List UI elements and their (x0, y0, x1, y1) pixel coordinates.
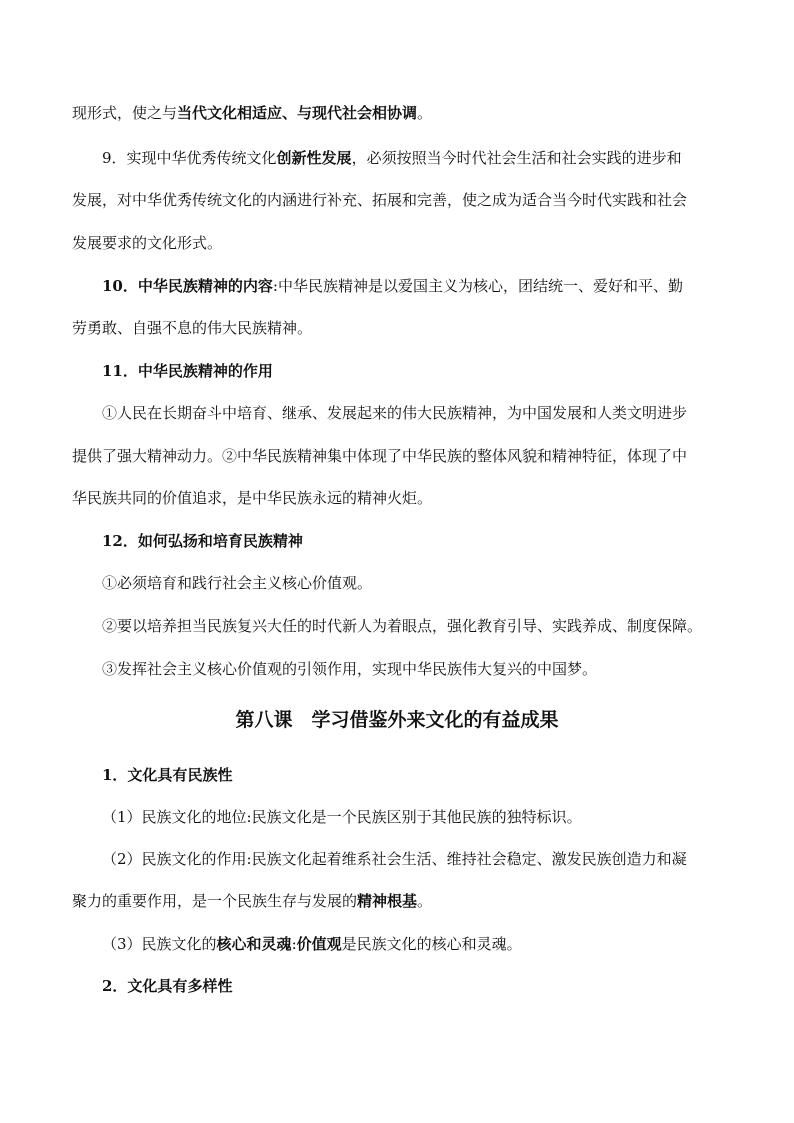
emphasis-text: 价值观 (296, 935, 342, 953)
item-12-point-2: ②要以培养担当民族复兴大任的时代新人为着眼点，强化教育引导、实践养成、制度保障。 (102, 617, 703, 635)
text: 9．实现中华优秀传统文化 (102, 149, 277, 167)
item-9-line-2: 发展，对中华优秀传统文化的内涵进行补充、拓展和完善，使之成为适合当今时代实践和社会 (72, 191, 688, 209)
section-1-point-2-line-1: （2）民族文化的作用:民族文化起着维系社会生活、维持社会稳定、激发民族创造力和凝 (102, 850, 687, 868)
paragraph-continuation (72, 103, 432, 123)
text: 是民族文化的核心和灵魂。 (341, 935, 522, 953)
text: :中华民族精神是以爱国主义为核心，团结统一、爱好和平、勤 (272, 277, 683, 295)
emphasis-text: 核心和灵魂 (216, 935, 292, 953)
item-11-heading: 11．中华民族精神的作用 (102, 362, 273, 380)
text: 。 (417, 104, 433, 122)
section-1-point-3 (102, 934, 522, 954)
item-12-point-3: ③发挥社会主义核心价值观的引领作用，实现中华民族伟大复兴的中国梦。 (102, 660, 598, 678)
item-9-line-3: 发展要求的文化形式。 (72, 234, 223, 252)
text: ，必须按照当今时代社会生活和社会实践的进步和 (351, 149, 682, 167)
section-1-point-2-line-2 (72, 891, 432, 911)
item-heading: 10．中华民族精神的内容 (102, 277, 273, 295)
item-10-line-2: 劳勇敢、自强不息的伟大民族精神。 (72, 319, 313, 337)
item-12-point-1: ①必须培育和践行社会主义核心价值观。 (102, 574, 373, 592)
section-2-heading: 2．文化具有多样性 (102, 977, 233, 995)
text: （3）民族文化的 (102, 935, 217, 953)
item-10-line-1 (102, 276, 683, 296)
text: : (291, 935, 297, 953)
item-11-line-3: 华民族共同的价值追求，是中华民族永远的精神火炬。 (72, 489, 433, 507)
emphasis-text: 当代文化相适应、与现代社会相协调 (177, 104, 418, 122)
item-9-line-1 (102, 148, 682, 168)
section-1-heading: 1．文化具有民族性 (102, 766, 233, 784)
emphasis-text: 精神根基 (357, 892, 418, 910)
item-12-heading: 12．如何弘扬和培育民族精神 (102, 532, 303, 550)
text: 。 (417, 892, 433, 910)
emphasis-text: 创新性发展 (276, 149, 352, 167)
section-1-point-1: （1）民族文化的地位:民族文化是一个民族区别于其他民族的独特标识。 (102, 808, 582, 826)
item-11-line-1: ①人民在长期奋斗中培育、继承、发展起来的伟大民族精神，为中国发展和人类文明进步 (102, 404, 688, 422)
text: 现形式，使之与 (72, 104, 178, 122)
text: 聚力的重要作用，是一个民族生存与发展的 (72, 892, 358, 910)
lesson-title: 第八课 学习借鉴外来文化的有益成果 (235, 709, 559, 731)
item-11-line-2: 提供了强大精神动力。②中华民族精神集中体现了中华民族的整体风貌和精神特征，体现了中 (72, 447, 688, 465)
